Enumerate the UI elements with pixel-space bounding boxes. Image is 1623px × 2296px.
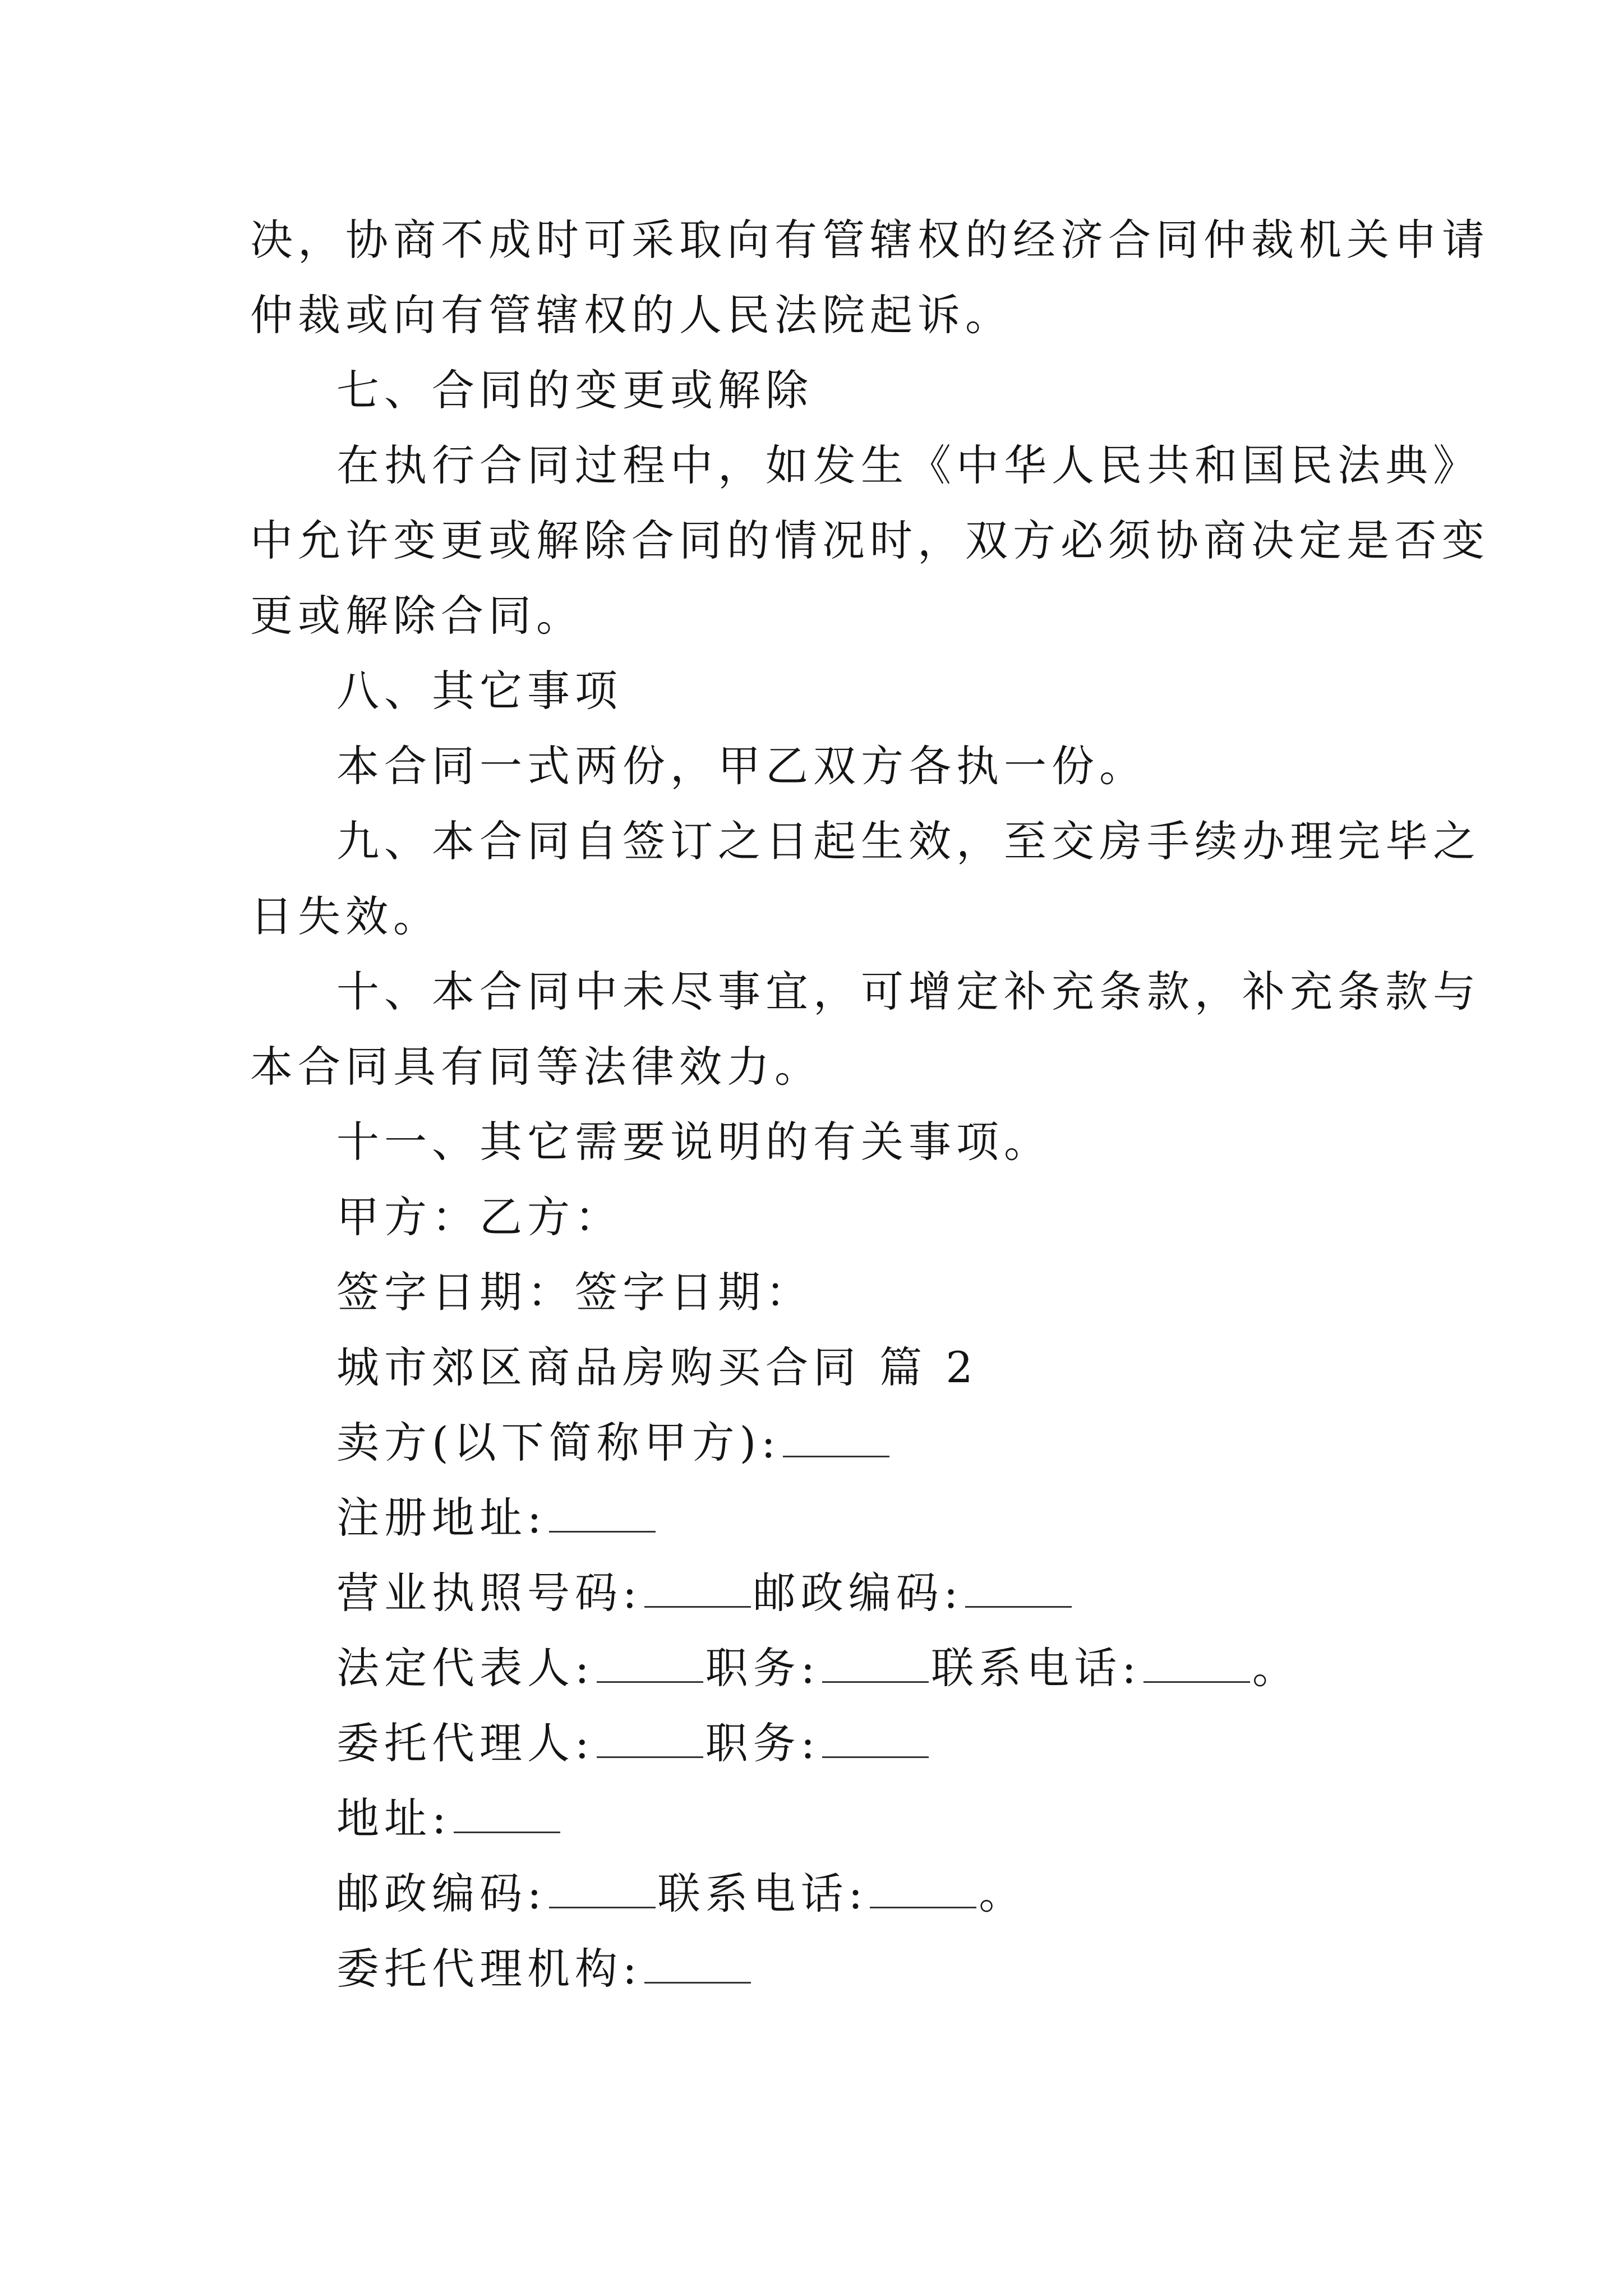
period-2: 。 xyxy=(979,1869,1027,1918)
sign-date-line: 签字日期：签字日期： xyxy=(336,1267,813,1317)
paragraph-line: 决，协商不成时可采取向有管辖权的经济合同仲裁机关申请 xyxy=(250,215,1490,265)
legal-rep-label: 法定代表人: xyxy=(336,1643,594,1693)
form-line-reg-address xyxy=(336,1490,658,1546)
position-blank xyxy=(822,1648,929,1683)
phone-label: 联系电话: xyxy=(931,1643,1141,1693)
form-line-seller xyxy=(336,1415,892,1471)
license-label: 营业执照号码: xyxy=(336,1568,642,1618)
postcode-label: 邮政编码: xyxy=(753,1568,963,1618)
license-blank xyxy=(644,1572,751,1608)
form-line-address xyxy=(336,1791,562,1847)
section-heading-9: 九、本合同自签订之日起生效，至交房手续办理完毕之 xyxy=(336,816,1481,866)
agent-position-label: 职务: xyxy=(705,1718,820,1768)
form-line-agency xyxy=(336,1941,753,1997)
agent-label: 委托代理人: xyxy=(336,1718,594,1768)
paragraph-line: 本合同具有同等法律效力。 xyxy=(250,1042,822,1092)
paragraph-line: 更或解除合同。 xyxy=(250,591,584,641)
form-line-postcode xyxy=(336,1866,1026,1922)
agent-position-blank xyxy=(822,1723,929,1758)
phone-blank xyxy=(1144,1648,1250,1683)
period: 。 xyxy=(1252,1643,1300,1693)
section-heading-8: 八、其它事项 xyxy=(336,666,623,716)
form-line-license xyxy=(336,1565,1074,1621)
legal-rep-blank xyxy=(597,1648,703,1683)
postcode-blank-2 xyxy=(549,1873,656,1908)
phone-blank-2 xyxy=(870,1873,976,1908)
paragraph-line: 本合同一式两份，甲乙双方各执一份。 xyxy=(336,741,1147,791)
address-blank xyxy=(454,1798,560,1833)
paragraph-line: 日失效。 xyxy=(250,891,441,941)
seller-label: 卖方(以下简称甲方): xyxy=(336,1418,781,1467)
form-line-agent xyxy=(336,1715,931,1772)
position-label: 职务: xyxy=(705,1643,820,1693)
seller-blank xyxy=(783,1422,889,1457)
paragraph-line: 仲裁或向有管辖权的人民法院起诉。 xyxy=(250,290,1013,340)
reg-address-label: 注册地址: xyxy=(336,1493,547,1543)
agency-blank xyxy=(644,1948,751,1984)
paragraph-line: 在执行合同过程中，如发生《中华人民共和国民法典》 xyxy=(336,440,1481,490)
address-label: 地址: xyxy=(336,1793,451,1843)
phone-label-2: 联系电话: xyxy=(657,1869,868,1918)
reg-address-blank xyxy=(549,1497,656,1533)
postcode-label-2: 邮政编码: xyxy=(336,1869,547,1918)
agency-label: 委托代理机构: xyxy=(336,1944,642,1994)
section-heading-10: 十、本合同中未尽事宜，可增定补充条款，补充条款与 xyxy=(336,967,1481,1016)
form-line-legal-rep xyxy=(336,1640,1300,1696)
document-title-2: 城市郊区商品房购买合同 篇 2 xyxy=(336,1342,978,1392)
section-heading-7: 七、合同的变更或解除 xyxy=(336,365,813,415)
paragraph-line: 中允许变更或解除合同的情况时，双方必须协商决定是否变 xyxy=(250,516,1490,565)
section-heading-11: 十一、其它需要说明的有关事项。 xyxy=(336,1117,1052,1167)
parties-line: 甲方：乙方： xyxy=(336,1192,623,1242)
agent-blank xyxy=(597,1723,703,1758)
postcode-blank xyxy=(965,1572,1072,1608)
